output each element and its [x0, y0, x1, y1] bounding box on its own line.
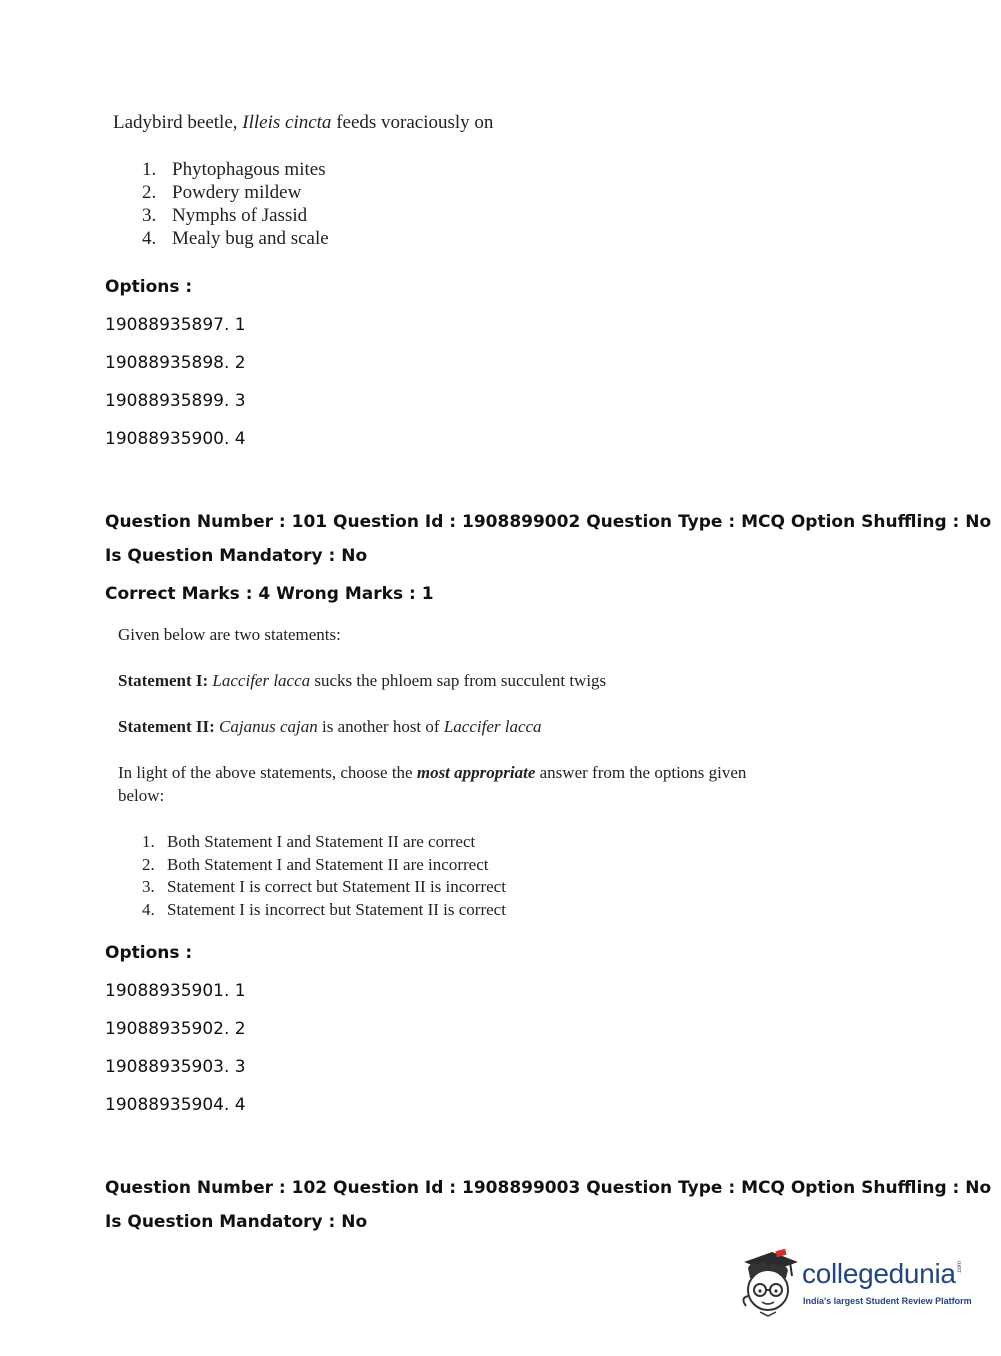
question-header: Question Number : 101 Question Id : 1908899002 Question Type : MCQ Option Shuffling : No: [105, 512, 992, 532]
choice-item: 2. Powdery mildew: [142, 182, 302, 203]
option-item: 19088935897. 1: [105, 315, 246, 335]
choice-item: 4. Statement I is incorrect but Statement II is correct: [142, 899, 506, 919]
options-label: Options :: [105, 943, 193, 963]
option-item: 19088935900. 4: [105, 429, 246, 449]
species-name: Illeis cincta: [242, 112, 332, 133]
instruction-cont: below:: [118, 786, 165, 805]
instruction: In light of the above statements, choose the most appropriate answer from the options given: [118, 763, 747, 782]
choice-item: 2. Both Statement I and Statement II are incorrect: [142, 854, 489, 874]
options-label: Options :: [105, 277, 193, 297]
mascot-icon: [738, 1246, 800, 1318]
statement-2: Statement II: Cajanus cajan is another host of Laccifer lacca: [118, 717, 542, 736]
option-item: 19088935901. 1: [105, 981, 246, 1001]
choice-item: 1. Phytophagous mites: [142, 159, 326, 180]
statement-intro: Given below are two statements:: [118, 625, 341, 644]
collegedunia-logo[interactable]: [738, 1246, 973, 1321]
option-item: 19088935904. 4: [105, 1095, 246, 1115]
choice-item: 3. Statement I is correct but Statement II is incorrect: [142, 877, 506, 897]
choice-list: [142, 158, 329, 250]
option-item: 19088935899. 3: [105, 391, 246, 411]
choice-item: 4. Mealy bug and scale: [142, 228, 329, 249]
choice-list: [142, 831, 506, 921]
option-item: 19088935902. 2: [105, 1019, 246, 1039]
question-mandatory: Is Question Mandatory : No: [105, 1212, 368, 1232]
option-item: 19088935903. 3: [105, 1057, 246, 1077]
statement-1: Statement I: Laccifer lacca sucks the phloem sap from succulent twigs: [118, 671, 607, 690]
logo-wordmark: collegedunia: [802, 1258, 956, 1289]
choice-item: 3. Nymphs of Jassid: [142, 205, 308, 226]
logo-domain: .com: [957, 1260, 963, 1274]
question-marks: Correct Marks : 4 Wrong Marks : 1: [105, 584, 434, 604]
question-stem: Ladybird beetle, Illeis cincta feeds voraciously on: [113, 112, 494, 133]
question-mandatory: Is Question Mandatory : No: [105, 546, 368, 566]
question-header: Question Number : 102 Question Id : 1908899003 Question Type : MCQ Option Shuffling : No: [105, 1178, 992, 1198]
option-item: 19088935898. 2: [105, 353, 246, 373]
logo-tagline: India's largest Student Review Platform: [803, 1296, 972, 1306]
choice-item: 1. Both Statement I and Statement II are correct: [142, 832, 476, 851]
